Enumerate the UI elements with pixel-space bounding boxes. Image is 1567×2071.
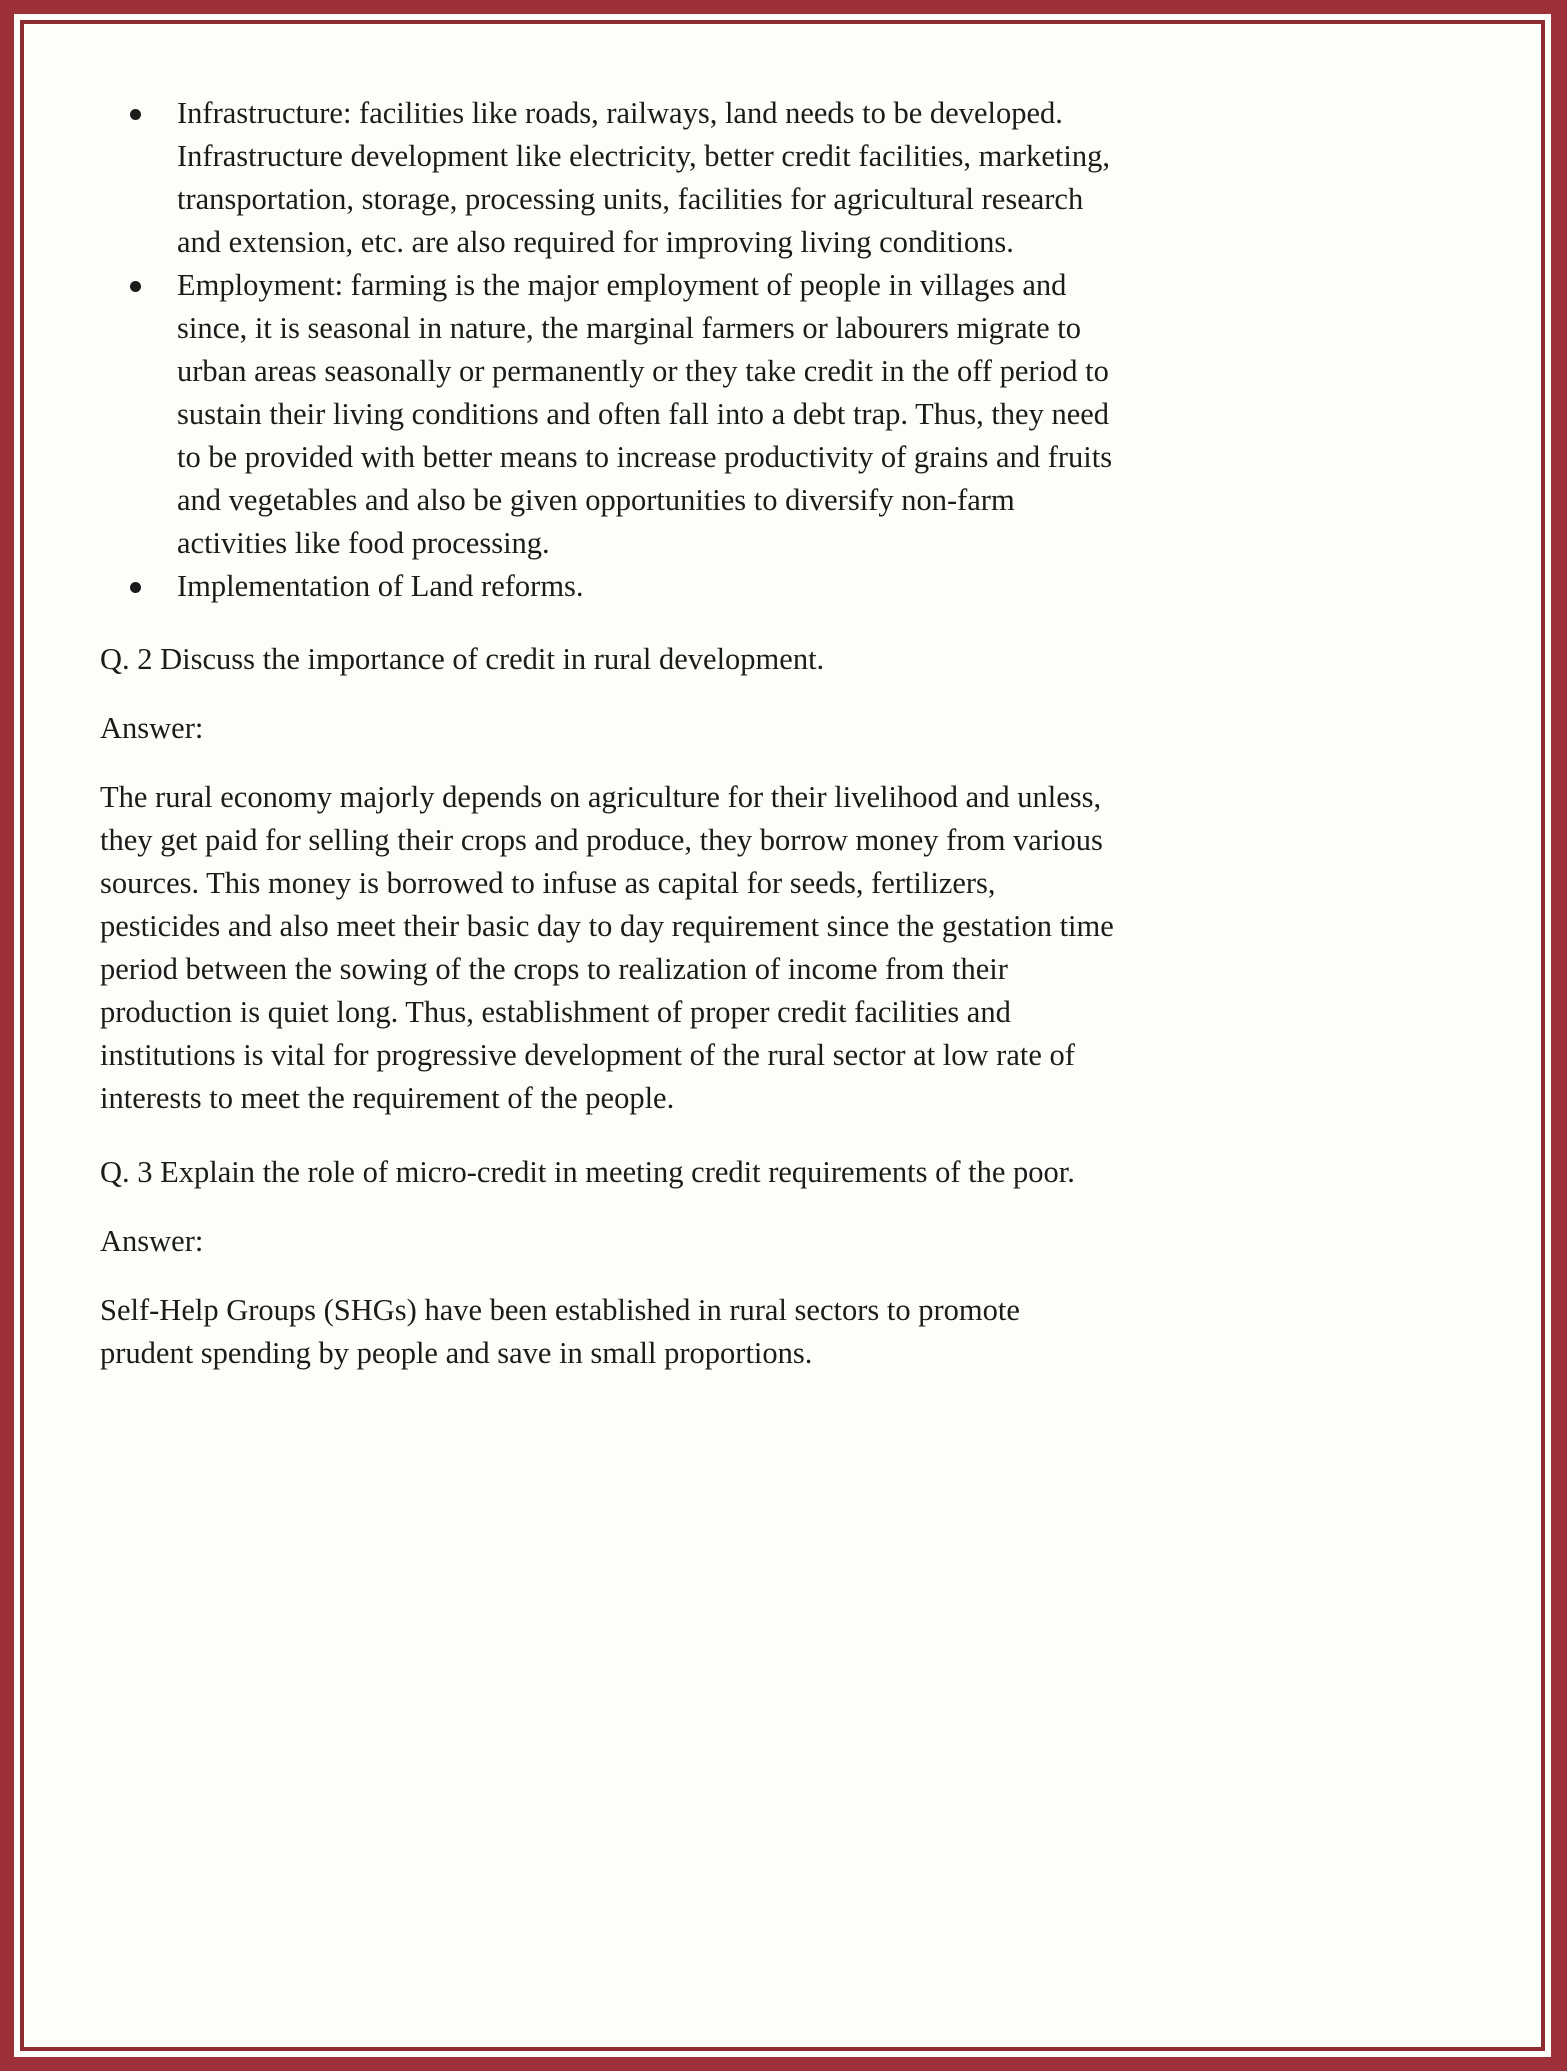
document-content [100, 92, 1115, 1375]
spacer [100, 1120, 1115, 1151]
spacer [100, 1194, 1115, 1220]
bullet-item-text: Employment: farming is the major employment of people in villages and since, it is seasonal in nature, the marginal farmers or labourers migrate to urban areas seasonally or permanently or they take credit in the off period to sustain their living conditions and often fall into a debt trap. Thus, they need to be provided with better means to increase productivity of grains and fruits and vegetables and also be given opportunities to diversify non-farm activities like food processing. [177, 268, 1113, 560]
question-3-answer-label: Answer: [100, 1224, 204, 1258]
list-item [100, 565, 1115, 608]
list-item [100, 264, 1115, 565]
question-2-answer-label: Answer: [100, 711, 204, 745]
question-2-heading: Q. 2 Discuss the importance of credit in rural development. [100, 642, 825, 676]
bullet-point-icon [130, 281, 141, 292]
bullet-item-text: Infrastructure: facilities like roads, railways, land needs to be developed. Infrastructure development like electricity, better credit facilities, marketing, transportation, storage, processing units, facilities for agricultural research and extension, etc. are also required for improving living conditions. [177, 96, 1110, 259]
question-2-answer-body: The rural economy majorly depends on agriculture for their livelihood and unless, they get paid for selling their crops and produce, they borrow money from various sources. This money is borrowed to infuse as capital for seeds, fertilizers, pesticides and also meet their basic day to day requirement since the gestation time period between the sowing of the crops to realization of income from their production is quiet long. Thus, establishment of proper credit facilities and institutions is vital for progressive development of the rural sector at low rate of interests to meet the requirement of the people. [100, 780, 1114, 1115]
bullet-point-icon [130, 109, 141, 120]
question-3-heading: Q. 3 Explain the role of micro-credit in meeting credit requirements of the poor. [100, 1155, 1075, 1189]
border-inner-rule [20, 20, 1545, 2051]
spacer [100, 681, 1115, 707]
bullet-point-icon [130, 582, 141, 593]
page-sheet [29, 29, 1536, 2042]
bullet-item-text: Implementation of Land reforms. [177, 569, 584, 603]
list-item [100, 92, 1115, 264]
question-3-answer-body: Self-Help Groups (SHGs) have been established in rural sectors to promote prudent spending by people and save in small proportions. [100, 1293, 1020, 1370]
spacer [100, 1263, 1115, 1289]
border-outer-gap [14, 14, 1551, 2057]
spacer [100, 750, 1115, 776]
rural-development-bullet-list [100, 92, 1115, 608]
spacer [100, 608, 1115, 638]
